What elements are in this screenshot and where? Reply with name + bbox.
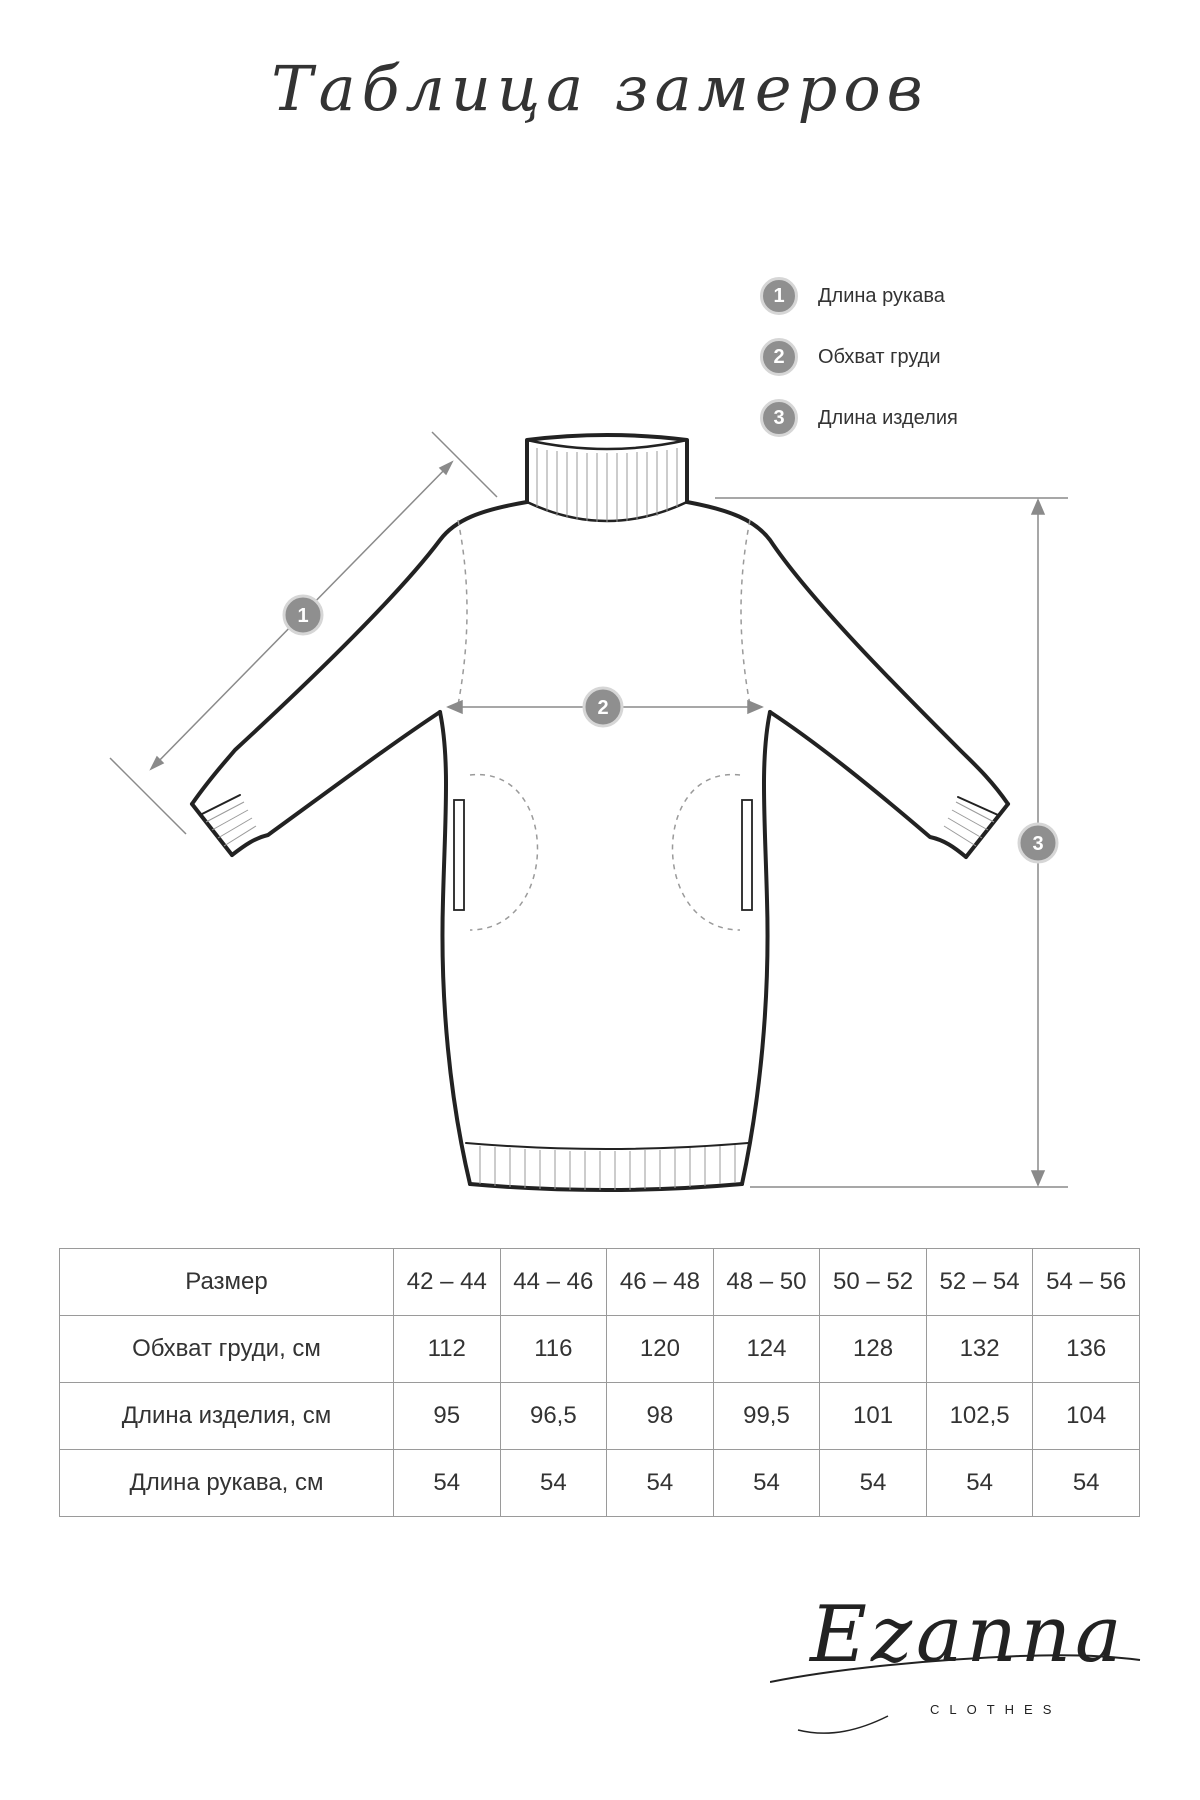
table-cell: 128 (820, 1316, 927, 1383)
table-cell: 99,5 (713, 1383, 820, 1450)
table-row (60, 1450, 1140, 1517)
table-row (60, 1383, 1140, 1450)
table-row (60, 1316, 1140, 1383)
table-cell: 54 (394, 1450, 501, 1517)
legend-marker-3: 3 (760, 399, 798, 437)
table-header-cell: 54 – 56 (1033, 1249, 1140, 1316)
table-cell: 104 (1033, 1383, 1140, 1450)
table-cell: 54 (926, 1450, 1033, 1517)
sleeve-length-marker (284, 596, 322, 634)
table-cell: 120 (607, 1316, 714, 1383)
table-cell: 54 (1033, 1450, 1140, 1517)
garment-length-marker-number: 3 (1032, 833, 1044, 855)
table-cell: 96,5 (500, 1383, 607, 1450)
legend-label-chest: Обхват груди (818, 345, 941, 368)
table-cell: 116 (500, 1316, 607, 1383)
pocket-openings (454, 800, 752, 910)
sleeve-length-marker-number: 1 (297, 605, 309, 627)
size-table (59, 1248, 1140, 1517)
legend-marker-1: 1 (760, 277, 798, 315)
cuff-ribbing (206, 802, 994, 846)
logo-wordmark: Ezanna (810, 1590, 1126, 1680)
table-header-cell: 46 – 48 (607, 1249, 714, 1316)
table-header-row (60, 1249, 1140, 1316)
table-header-cell: 42 – 44 (394, 1249, 501, 1316)
table-header-cell: 44 – 46 (500, 1249, 607, 1316)
chest-marker (584, 688, 622, 726)
table-header-cell: 50 – 52 (820, 1249, 927, 1316)
row-label: Длина рукава, см (60, 1450, 394, 1517)
legend-label-sleeve: Длина рукава (818, 284, 945, 307)
hem-ribbing (480, 1145, 735, 1190)
table-cell: 54 (500, 1450, 607, 1517)
table-cell: 101 (820, 1383, 927, 1450)
collar-ribbing (537, 448, 677, 522)
brand-logo (770, 1590, 1150, 1740)
logo-subtitle: CLOTHES (930, 1702, 1062, 1717)
table-cell: 98 (607, 1383, 714, 1450)
table-header-cell: 52 – 54 (926, 1249, 1033, 1316)
table-cell: 54 (713, 1450, 820, 1517)
legend-label-length: Длина изделия (818, 406, 958, 429)
table-header-cell: Размер (60, 1249, 394, 1316)
table-cell: 136 (1033, 1316, 1140, 1383)
table-cell: 102,5 (926, 1383, 1033, 1450)
page-title: Таблица замеров (271, 52, 929, 125)
table-cell: 95 (394, 1383, 501, 1450)
garment-length-marker (1019, 824, 1057, 862)
table-cell: 124 (713, 1316, 820, 1383)
table-cell: 132 (926, 1316, 1033, 1383)
table-cell: 112 (394, 1316, 501, 1383)
chest-marker-number: 2 (597, 697, 609, 719)
table-cell: 54 (607, 1450, 714, 1517)
legend-marker-2: 2 (760, 338, 798, 376)
table-cell: 54 (820, 1450, 927, 1517)
garment-length-dimension (715, 498, 1068, 1187)
dress-outline (192, 435, 1008, 1190)
row-label: Длина изделия, см (60, 1383, 394, 1450)
table-header-cell: 48 – 50 (713, 1249, 820, 1316)
row-label: Обхват груди, см (60, 1316, 394, 1383)
